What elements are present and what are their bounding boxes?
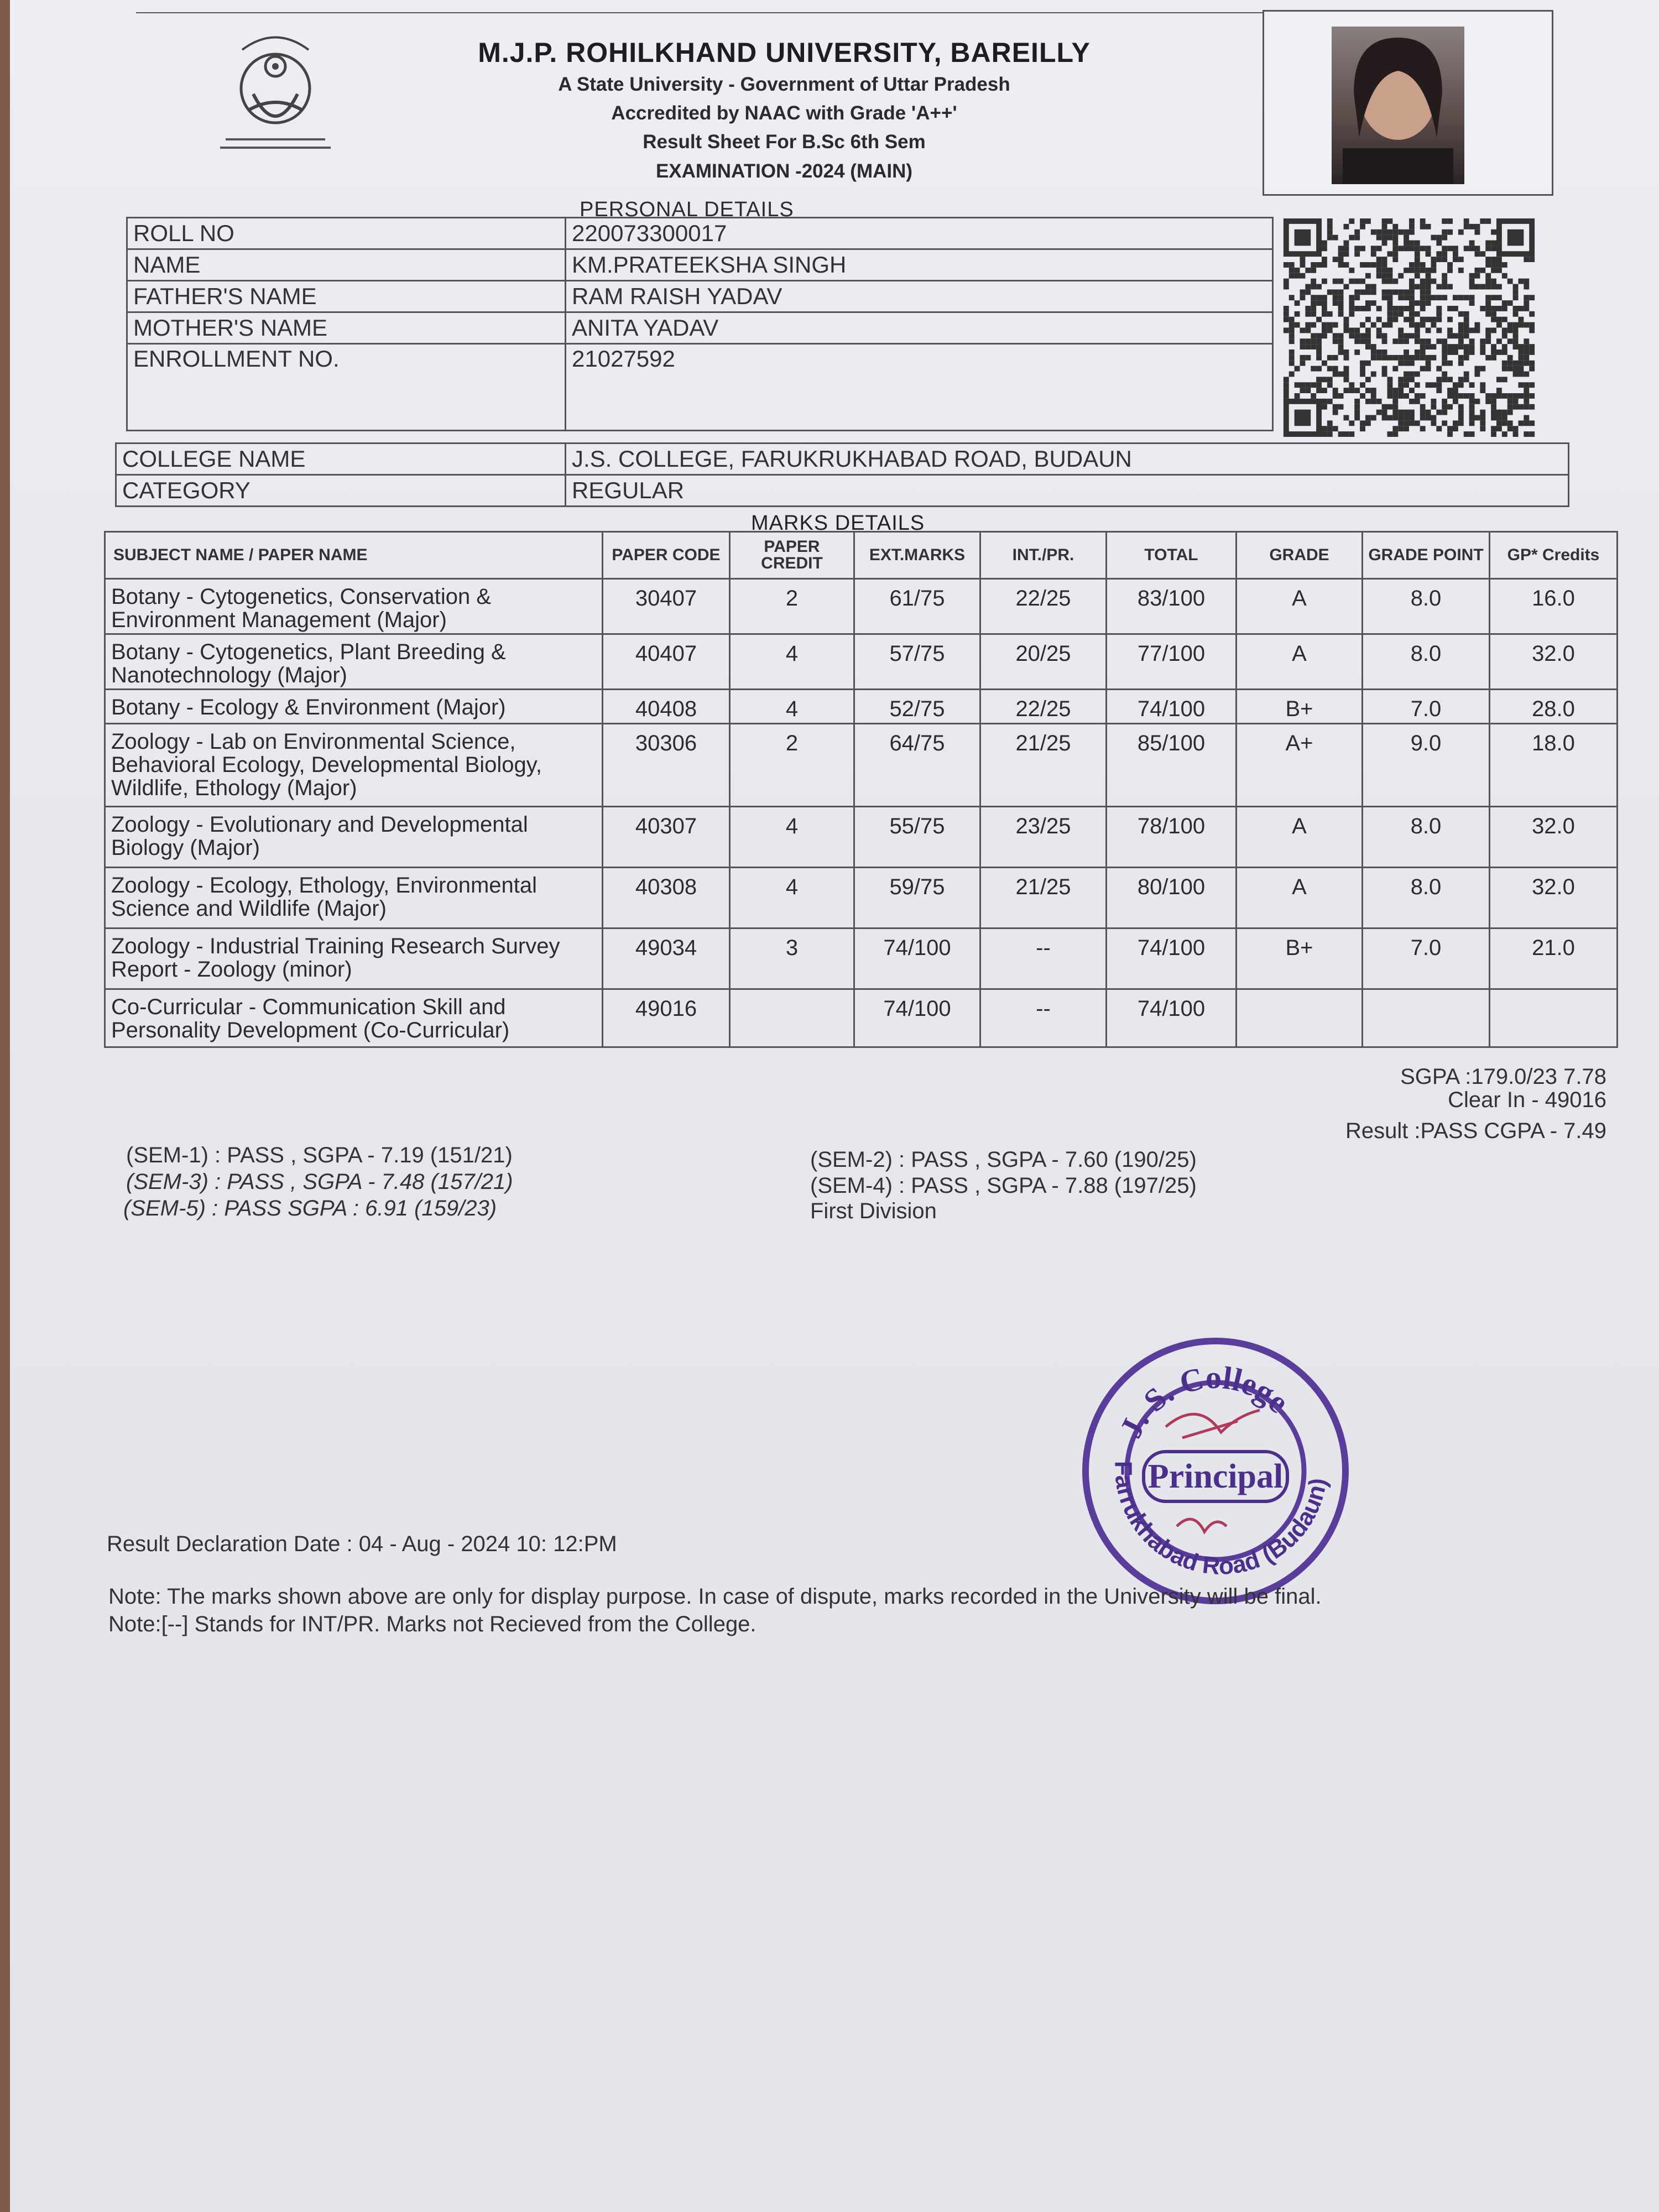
mother-name-value: ANITA YADAV: [566, 312, 1273, 344]
roll-no-value: 220073300017: [566, 218, 1273, 249]
cell-gp-credits: 28.0: [1490, 690, 1618, 724]
college-name-label: COLLEGE NAME: [116, 444, 566, 475]
cell-grade: A: [1237, 807, 1363, 868]
col-total: TOTAL: [1107, 532, 1237, 579]
col-paper-credit: PAPER CREDIT: [730, 532, 854, 579]
header-line-4: EXAMINATION -2024 (MAIN): [655, 160, 913, 182]
marks-row: [105, 807, 1618, 868]
marks-row: [105, 928, 1618, 989]
cell-paper-credit: 3: [730, 928, 854, 989]
cell-subject: Zoology - Lab on Environmental Science, Behavioral Ecology, Developmental Biology, Wildlife, Ethology (Major): [105, 724, 603, 807]
cell-subject: Co-Curricular - Communication Skill and Personality Development (Co-Curricular): [105, 989, 603, 1047]
cell-gp-credits: 16.0: [1490, 579, 1618, 634]
cell-gp-credits: [1490, 989, 1618, 1047]
cell-grade: A+: [1237, 724, 1363, 807]
cell-gp-credits: 32.0: [1490, 868, 1618, 928]
marks-row: [105, 690, 1618, 724]
college-name-value: J.S. COLLEGE, FARUKRUKHABAD ROAD, BUDAUN: [566, 444, 1569, 475]
cell-total: 77/100: [1107, 634, 1237, 690]
cell-grade-point: 8.0: [1363, 579, 1490, 634]
stamp-bottom-text: Farrukhabad Road (Budaun): [1109, 1460, 1332, 1580]
cell-int-pr: --: [980, 928, 1107, 989]
mother-name-label: MOTHER'S NAME: [127, 312, 566, 344]
cell-paper-credit: 2: [730, 579, 854, 634]
division-text: First Division: [810, 1199, 937, 1223]
marks-row: [105, 634, 1618, 690]
marks-row: [105, 724, 1618, 807]
cell-paper-code: 40308: [603, 868, 730, 928]
father-name-value: RAM RAISH YADAV: [566, 281, 1273, 312]
cell-gp-credits: 21.0: [1490, 928, 1618, 989]
cell-ext-marks: 55/75: [854, 807, 980, 868]
sem2-result: (SEM-2) : PASS , SGPA - 7.60 (190/25): [810, 1147, 1197, 1172]
college-table: [115, 442, 1569, 507]
cell-grade-point: 7.0: [1363, 690, 1490, 724]
cell-ext-marks: 59/75: [854, 868, 980, 928]
cell-total: 74/100: [1107, 928, 1237, 989]
college-stamp: [1072, 1327, 1359, 1615]
col-gp-credits: GP* Credits: [1490, 532, 1618, 579]
cell-subject: Botany - Cytogenetics, Conservation & Environment Management (Major): [105, 579, 603, 634]
signature-icon: [1166, 1410, 1260, 1438]
cell-paper-code: 30306: [603, 724, 730, 807]
table-row: [127, 218, 1273, 249]
stamp-principal-text: Principal: [1147, 1458, 1284, 1495]
cell-ext-marks: 57/75: [854, 634, 980, 690]
sgpa-text: SGPA :179.0/23 7.78: [1400, 1065, 1606, 1089]
name-value: KM.PRATEEKSHA SINGH: [566, 249, 1273, 281]
result-declaration-date: Result Declaration Date : 04 - Aug - 2024 10: 12:PM: [107, 1532, 617, 1556]
marks-row: [105, 868, 1618, 928]
cell-grade: [1237, 989, 1363, 1047]
sem4-result: (SEM-4) : PASS , SGPA - 7.88 (197/25): [810, 1173, 1197, 1198]
sem3-result: (SEM-3) : PASS , SGPA - 7.48 (157/21): [126, 1170, 513, 1194]
table-row: [116, 475, 1569, 507]
header-line-1: A State University - Government of Uttar Pradesh: [558, 74, 1010, 95]
cell-paper-credit: 4: [730, 690, 854, 724]
cell-ext-marks: 52/75: [854, 690, 980, 724]
cell-paper-code: 30407: [603, 579, 730, 634]
cell-subject: Zoology - Ecology, Ethology, Environmental Science and Wildlife (Major): [105, 868, 603, 928]
cell-subject: Botany - Ecology & Environment (Major): [105, 690, 603, 724]
cell-subject: Botany - Cytogenetics, Plant Breeding & Nanotechnology (Major): [105, 634, 603, 690]
cell-grade-point: 9.0: [1363, 724, 1490, 807]
clear-in-text: Clear In - 49016: [1448, 1088, 1606, 1112]
marks-table: [104, 531, 1618, 1048]
cell-subject: Zoology - Industrial Training Research Survey Report - Zoology (minor): [105, 928, 603, 989]
col-ext-marks: EXT.MARKS: [854, 532, 980, 579]
cell-int-pr: --: [980, 989, 1107, 1047]
cell-int-pr: 20/25: [980, 634, 1107, 690]
sem5-result: (SEM-5) : PASS SGPA : 6.91 (159/23): [123, 1196, 497, 1220]
note-line-2: Note:[--] Stands for INT/PR. Marks not Recieved from the College.: [108, 1612, 757, 1636]
cell-grade: A: [1237, 579, 1363, 634]
cell-gp-credits: 18.0: [1490, 724, 1618, 807]
cell-total: 85/100: [1107, 724, 1237, 807]
col-subject: SUBJECT NAME / PAPER NAME: [105, 532, 603, 579]
table-row: [127, 312, 1273, 344]
cell-total: 83/100: [1107, 579, 1237, 634]
cell-total: 74/100: [1107, 690, 1237, 724]
cell-grade-point: 7.0: [1363, 928, 1490, 989]
cell-grade: B+: [1237, 690, 1363, 724]
university-title: M.J.P. ROHILKHAND UNIVERSITY, BAREILLY: [478, 37, 1091, 68]
cell-grade-point: 8.0: [1363, 807, 1490, 868]
personal-details-title: PERSONAL DETAILS: [580, 198, 794, 221]
cell-int-pr: 21/25: [980, 724, 1107, 807]
father-name-label: FATHER'S NAME: [127, 281, 566, 312]
table-row: [116, 444, 1569, 475]
cell-int-pr: 23/25: [980, 807, 1107, 868]
cell-total: 80/100: [1107, 868, 1237, 928]
table-row: [127, 249, 1273, 281]
marks-header-row: [105, 532, 1618, 579]
cell-paper-credit: 2: [730, 724, 854, 807]
sem1-result: (SEM-1) : PASS , SGPA - 7.19 (151/21): [126, 1143, 513, 1167]
cell-ext-marks: 64/75: [854, 724, 980, 807]
category-label: CATEGORY: [116, 475, 566, 507]
marks-details-title: MARKS DETAILS: [751, 512, 925, 535]
table-row: [127, 344, 1273, 431]
cell-paper-code: 49034: [603, 928, 730, 989]
cell-grade-point: 8.0: [1363, 868, 1490, 928]
col-grade-point: GRADE POINT: [1363, 532, 1490, 579]
enrollment-value: 21027592: [566, 344, 1273, 431]
cell-paper-credit: 4: [730, 634, 854, 690]
col-grade: GRADE: [1237, 532, 1363, 579]
portrait-icon: [1332, 27, 1464, 184]
name-label: NAME: [127, 249, 566, 281]
cell-grade: A: [1237, 868, 1363, 928]
cell-paper-code: 40407: [603, 634, 730, 690]
cell-ext-marks: 74/100: [854, 928, 980, 989]
enrollment-label: ENROLLMENT NO.: [127, 344, 566, 431]
note-line-1: Note: The marks shown above are only for display purpose. In case of dispute, marks recorded in the University will be final.: [108, 1584, 1322, 1609]
roll-no-label: ROLL NO: [127, 218, 566, 249]
cell-paper-code: 40408: [603, 690, 730, 724]
cell-paper-credit: [730, 989, 854, 1047]
category-value: REGULAR: [566, 475, 1569, 507]
cell-int-pr: 22/25: [980, 690, 1107, 724]
cell-grade-point: 8.0: [1363, 634, 1490, 690]
cell-int-pr: 22/25: [980, 579, 1107, 634]
cell-total: 74/100: [1107, 989, 1237, 1047]
cell-grade: B+: [1237, 928, 1363, 989]
cell-int-pr: 21/25: [980, 868, 1107, 928]
student-photo: [1332, 27, 1464, 184]
header-line-2: Accredited by NAAC with Grade 'A++': [611, 102, 957, 124]
cell-paper-code: 40307: [603, 807, 730, 868]
col-int-pr: INT./PR.: [980, 532, 1107, 579]
personal-details-table: [126, 217, 1274, 431]
cell-grade: A: [1237, 634, 1363, 690]
cell-paper-credit: 4: [730, 868, 854, 928]
result-sheet: [10, 0, 1659, 2212]
cell-grade-point: [1363, 989, 1490, 1047]
col-paper-code: PAPER CODE: [603, 532, 730, 579]
qr-code-icon: [1282, 218, 1536, 437]
table-row: [127, 281, 1273, 312]
cell-paper-credit: 4: [730, 807, 854, 868]
cell-subject: Zoology - Evolutionary and Developmental Biology (Major): [105, 807, 603, 868]
marks-row: [105, 579, 1618, 634]
stamp-top-text: J. S. College: [1112, 1359, 1296, 1444]
cell-ext-marks: 74/100: [854, 989, 980, 1047]
signature-initial-icon: [1177, 1519, 1227, 1532]
marks-row: [105, 989, 1618, 1047]
cell-gp-credits: 32.0: [1490, 807, 1618, 868]
cell-paper-code: 49016: [603, 989, 730, 1047]
result-cgpa-text: Result :PASS CGPA - 7.49: [1345, 1119, 1606, 1143]
cell-gp-credits: 32.0: [1490, 634, 1618, 690]
university-logo-icon: [204, 28, 353, 160]
cell-ext-marks: 61/75: [854, 579, 980, 634]
header-line-3: Result Sheet For B.Sc 6th Sem: [643, 131, 926, 153]
cell-total: 78/100: [1107, 807, 1237, 868]
